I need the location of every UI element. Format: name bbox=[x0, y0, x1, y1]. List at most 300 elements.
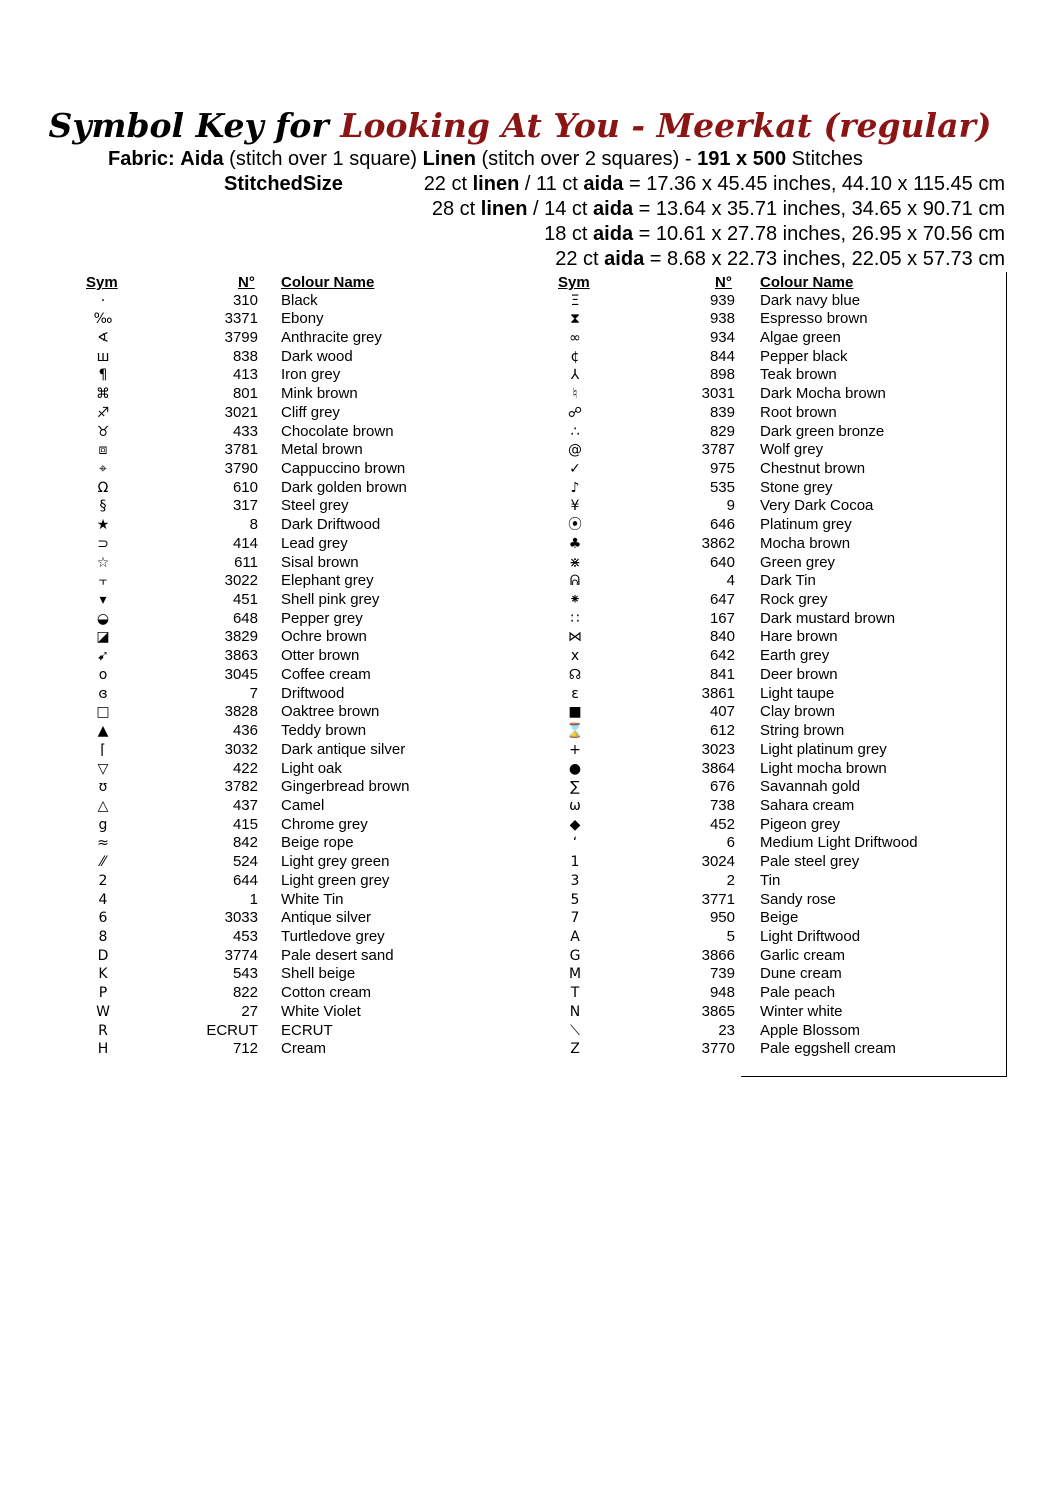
symbol-icon: ¢ bbox=[570, 348, 580, 365]
color-number: 3031 bbox=[701, 385, 735, 403]
colour-name: Coffee cream bbox=[281, 665, 371, 683]
colour-name: Metal brown bbox=[281, 441, 363, 459]
symbol-icon: ≈ bbox=[97, 835, 109, 852]
colour-name: Platinum grey bbox=[760, 516, 852, 534]
color-number: 841 bbox=[709, 665, 735, 683]
color-number: 3828 bbox=[224, 703, 258, 721]
colour-name: Very Dark Cocoa bbox=[760, 497, 874, 515]
colour-name: Medium Light Driftwood bbox=[760, 834, 918, 852]
table-row bbox=[0, 516, 1060, 535]
symbol-icon: D bbox=[97, 947, 109, 964]
color-number: 415 bbox=[232, 815, 258, 833]
symbol-icon: ⊃ bbox=[97, 535, 109, 552]
color-number: 839 bbox=[709, 403, 735, 421]
size-value: = 17.36 x 45.45 inches, 44.10 x 115.45 cm bbox=[629, 173, 1005, 195]
colour-name: Dark navy blue bbox=[760, 291, 861, 309]
table-row bbox=[0, 965, 1060, 984]
colour-name: Pale steel grey bbox=[760, 853, 860, 871]
size-value: = 13.64 x 35.71 inches, 34.65 x 90.71 cm bbox=[638, 198, 1005, 220]
color-number: 1 bbox=[249, 890, 258, 908]
color-number: 838 bbox=[232, 347, 258, 365]
symbol-icon: ◒ bbox=[96, 610, 110, 627]
color-number: 4 bbox=[726, 572, 735, 590]
symbol-icon: ⁄⁄ bbox=[100, 854, 106, 871]
size-ct: 28 ct bbox=[431, 198, 476, 220]
color-number: 3045 bbox=[224, 665, 258, 683]
color-number: 610 bbox=[232, 478, 258, 496]
color-number: 829 bbox=[709, 422, 735, 440]
table-row bbox=[0, 909, 1060, 928]
symbol-icon: ɞ bbox=[98, 685, 108, 702]
table-row bbox=[0, 404, 1060, 423]
title-prefix: Symbol Key for bbox=[48, 106, 329, 145]
header-num-right: N° bbox=[715, 274, 732, 291]
color-number: 7 bbox=[249, 684, 258, 702]
colour-name: Sandy rose bbox=[760, 890, 836, 908]
colour-name: Lead grey bbox=[281, 534, 348, 552]
color-number: 5 bbox=[726, 927, 735, 945]
symbol-icon: ⅄ bbox=[570, 367, 580, 384]
color-number: 3782 bbox=[224, 778, 258, 796]
colour-name: String brown bbox=[760, 722, 845, 740]
color-number: ECRUT bbox=[206, 1021, 258, 1039]
colour-name: Cliff grey bbox=[281, 403, 340, 421]
colour-name: Pale eggshell cream bbox=[760, 1040, 896, 1058]
colour-name: Mink brown bbox=[281, 385, 358, 403]
color-number: 310 bbox=[232, 291, 258, 309]
color-number: 801 bbox=[232, 385, 258, 403]
colour-name: Light taupe bbox=[760, 684, 835, 702]
symbol-icon: G bbox=[569, 947, 581, 964]
symbol-icon: ∷ bbox=[570, 610, 580, 627]
color-number: 640 bbox=[709, 553, 735, 571]
table-row bbox=[0, 441, 1060, 460]
color-number: 3032 bbox=[224, 740, 258, 758]
symbol-icon: ◆ bbox=[569, 816, 581, 833]
symbol-icon: △ bbox=[97, 797, 109, 814]
color-number: 3021 bbox=[224, 403, 258, 421]
color-number: 3781 bbox=[224, 441, 258, 459]
symbol-icon: ⁕ bbox=[569, 592, 581, 609]
colour-name: Hare brown bbox=[760, 628, 838, 646]
symbol-icon: ⧗ bbox=[570, 311, 580, 328]
colour-name: Mocha brown bbox=[760, 534, 851, 552]
colour-name: Green grey bbox=[760, 553, 836, 571]
colour-name: Pale peach bbox=[760, 984, 836, 1002]
table-row bbox=[0, 366, 1060, 385]
colour-name: Beige rope bbox=[281, 834, 354, 852]
header-sym-left: Sym bbox=[86, 274, 118, 291]
symbol-icon: H bbox=[97, 1041, 109, 1058]
colour-name: Otter brown bbox=[281, 647, 360, 665]
colour-name: Apple Blossom bbox=[760, 1021, 861, 1039]
fabric-label: Fabric: bbox=[108, 148, 175, 170]
colour-name: Gingerbread brown bbox=[281, 778, 410, 796]
colour-name: Elephant grey bbox=[281, 572, 374, 590]
table-row bbox=[0, 853, 1060, 872]
table-row bbox=[0, 834, 1060, 853]
symbol-icon: · bbox=[100, 292, 106, 309]
fabric-stitches: Stitches bbox=[791, 148, 863, 170]
size-value: = 10.61 x 27.78 inches, 26.95 x 70.56 cm bbox=[638, 223, 1005, 245]
color-number: 975 bbox=[709, 459, 735, 477]
table-border-right bbox=[1006, 272, 1007, 1076]
table-row bbox=[0, 385, 1060, 404]
table-row bbox=[0, 647, 1060, 666]
color-number: 9 bbox=[726, 497, 735, 515]
symbol-icon: 8 bbox=[98, 928, 108, 945]
symbol-icon: ⌖ bbox=[99, 460, 107, 477]
color-number: 167 bbox=[709, 609, 735, 627]
color-number: 738 bbox=[709, 796, 735, 814]
colour-name: Garlic cream bbox=[760, 946, 846, 964]
table-row bbox=[0, 610, 1060, 629]
size-aida: aida bbox=[583, 173, 624, 195]
colour-name: Pigeon grey bbox=[760, 815, 841, 833]
colour-name: Cream bbox=[281, 1040, 327, 1058]
colour-name: Light green grey bbox=[281, 871, 390, 889]
symbol-icon: ➹ bbox=[97, 648, 109, 665]
size-value: = 8.68 x 22.73 inches, 22.05 x 57.73 cm bbox=[649, 248, 1005, 270]
table-row bbox=[0, 816, 1060, 835]
symbol-icon: ʻ bbox=[572, 835, 578, 852]
colour-name: Light mocha brown bbox=[760, 759, 887, 777]
symbol-icon: ε bbox=[571, 685, 579, 702]
symbol-icon: o bbox=[98, 666, 108, 683]
table-row bbox=[0, 872, 1060, 891]
colour-name: Dark mustard brown bbox=[760, 609, 896, 627]
colour-name: Pepper grey bbox=[281, 609, 363, 627]
fabric-dims: 191 x 500 bbox=[697, 148, 787, 170]
color-number: 612 bbox=[709, 722, 735, 740]
color-number: 3033 bbox=[224, 909, 258, 927]
color-number: 844 bbox=[709, 347, 735, 365]
color-number: 535 bbox=[709, 478, 735, 496]
table-row bbox=[0, 554, 1060, 573]
color-number: 712 bbox=[232, 1040, 258, 1058]
colour-name: Algae green bbox=[760, 328, 841, 346]
colour-name: Oaktree brown bbox=[281, 703, 380, 721]
color-number: 938 bbox=[709, 310, 735, 328]
colour-name: White Tin bbox=[281, 890, 344, 908]
header-name-left: Colour Name bbox=[281, 274, 375, 291]
color-number: 433 bbox=[232, 422, 258, 440]
color-number: 939 bbox=[709, 291, 735, 309]
stitched-size-line bbox=[432, 197, 1005, 221]
color-number: 822 bbox=[232, 984, 258, 1002]
colour-name: ECRUT bbox=[281, 1021, 333, 1039]
colour-name: Stone grey bbox=[760, 478, 833, 496]
color-number: 934 bbox=[709, 328, 735, 346]
color-number: 648 bbox=[232, 609, 258, 627]
color-number: 407 bbox=[709, 703, 735, 721]
fabric-line bbox=[108, 147, 863, 171]
symbol-icon: ⦿ bbox=[568, 517, 582, 534]
table-row bbox=[0, 741, 1060, 760]
fabric-linen-note: (stitch over 2 squares) - bbox=[481, 148, 692, 170]
page-title bbox=[0, 104, 1040, 148]
symbol-icon: ⧈ bbox=[98, 442, 108, 459]
color-number: 451 bbox=[232, 591, 258, 609]
colour-name: Black bbox=[281, 291, 318, 309]
symbol-icon: ☊ bbox=[568, 666, 582, 683]
symbol-icon: ш bbox=[96, 348, 110, 365]
colour-name: Shell beige bbox=[281, 965, 356, 983]
fabric-aida: Aida bbox=[180, 148, 224, 170]
symbol-icon: ∑ bbox=[570, 779, 580, 796]
colour-name: Dark Mocha brown bbox=[760, 385, 886, 403]
table-row bbox=[0, 703, 1060, 722]
color-number: 3829 bbox=[224, 628, 258, 646]
colour-name: Anthracite grey bbox=[281, 328, 382, 346]
color-number: 3865 bbox=[701, 1002, 735, 1020]
symbol-icon: x bbox=[570, 648, 580, 665]
color-number: 898 bbox=[709, 366, 735, 384]
symbol-icon: M bbox=[568, 966, 582, 983]
symbol-icon: 7 bbox=[570, 910, 580, 927]
fabric-linen: Linen bbox=[422, 148, 476, 170]
header-sym-right: Sym bbox=[558, 274, 590, 291]
colour-name: Light platinum grey bbox=[760, 740, 887, 758]
colour-name: Cappuccino brown bbox=[281, 459, 406, 477]
size-aida: aida bbox=[593, 223, 634, 245]
color-number: 414 bbox=[232, 534, 258, 552]
table-row bbox=[0, 497, 1060, 516]
symbol-icon: ★ bbox=[96, 517, 110, 534]
header-name-right: Colour Name bbox=[760, 274, 854, 291]
colour-name: Savannah gold bbox=[760, 778, 861, 796]
color-number: 3790 bbox=[224, 459, 258, 477]
color-number: 3770 bbox=[701, 1040, 735, 1058]
symbol-icon: ∞ bbox=[569, 329, 581, 346]
colour-name: Driftwood bbox=[281, 684, 345, 702]
symbol-icon: ♪ bbox=[570, 479, 580, 496]
symbol-icon: ⌈ bbox=[100, 741, 106, 758]
colour-name: Pepper black bbox=[760, 347, 848, 365]
symbol-icon: ⟍ bbox=[570, 1022, 580, 1039]
color-number: 3023 bbox=[701, 740, 735, 758]
symbol-icon: 4 bbox=[98, 891, 108, 908]
table-row bbox=[0, 348, 1060, 367]
colour-name: Teddy brown bbox=[281, 722, 367, 740]
symbol-icon: 2 bbox=[98, 872, 108, 889]
table-row bbox=[0, 460, 1060, 479]
symbol-icon: ¥ bbox=[570, 498, 580, 515]
colour-name: Light Driftwood bbox=[760, 927, 861, 945]
size-linen: linen bbox=[472, 173, 520, 195]
symbol-icon: ▽ bbox=[97, 760, 109, 777]
size-sep: / 14 ct bbox=[533, 198, 588, 220]
size-aida: aida bbox=[593, 198, 634, 220]
colour-name: Antique silver bbox=[281, 909, 372, 927]
color-number: 6 bbox=[726, 834, 735, 852]
stitched-size-line bbox=[544, 222, 1005, 246]
colour-name: Dark green bronze bbox=[760, 422, 885, 440]
table-row bbox=[0, 947, 1060, 966]
table-row bbox=[0, 778, 1060, 797]
table-row bbox=[0, 1022, 1060, 1041]
color-number: 646 bbox=[709, 516, 735, 534]
symbol-icon: ▾ bbox=[99, 592, 107, 609]
color-number: 3864 bbox=[701, 759, 735, 777]
symbol-icon: T bbox=[570, 985, 580, 1002]
symbol-icon: § bbox=[99, 498, 107, 515]
color-number: 3863 bbox=[224, 647, 258, 665]
table-row bbox=[0, 984, 1060, 1003]
symbol-icon: ◪ bbox=[96, 629, 110, 646]
color-number: 642 bbox=[709, 647, 735, 665]
color-number: 739 bbox=[709, 965, 735, 983]
table-row bbox=[0, 591, 1060, 610]
color-number: 23 bbox=[718, 1021, 735, 1039]
color-number: 842 bbox=[232, 834, 258, 852]
color-number: 413 bbox=[232, 366, 258, 384]
table-row bbox=[0, 535, 1060, 554]
color-number: 950 bbox=[709, 909, 735, 927]
symbol-icon: 5 bbox=[570, 891, 580, 908]
stitched-size-line bbox=[424, 172, 1005, 196]
colour-name: Rock grey bbox=[760, 591, 828, 609]
symbol-icon: ω bbox=[569, 797, 581, 814]
size-aida: aida bbox=[604, 248, 645, 270]
colour-name: Dark Tin bbox=[760, 572, 816, 590]
color-number: 3774 bbox=[224, 946, 258, 964]
color-number: 436 bbox=[232, 722, 258, 740]
color-number: 3771 bbox=[701, 890, 735, 908]
table-row bbox=[0, 1003, 1060, 1022]
symbol-icon: ♣ bbox=[568, 535, 582, 552]
symbol-icon: 6 bbox=[98, 910, 108, 927]
colour-name: Beige bbox=[760, 909, 799, 927]
colour-name: Dune cream bbox=[760, 965, 842, 983]
size-sep: / 11 ct bbox=[524, 173, 578, 195]
colour-name: Iron grey bbox=[281, 366, 341, 384]
symbol-icon: g bbox=[98, 816, 108, 833]
color-number: 422 bbox=[232, 759, 258, 777]
size-ct: 18 ct bbox=[544, 223, 588, 245]
color-number: 3022 bbox=[224, 572, 258, 590]
stitched-size-label: StitchedSize bbox=[224, 173, 343, 195]
table-row bbox=[0, 797, 1060, 816]
table-row bbox=[0, 1040, 1060, 1059]
color-number: 317 bbox=[232, 497, 258, 515]
table-row bbox=[0, 891, 1060, 910]
symbol-icon: ■ bbox=[568, 704, 582, 721]
symbol-icon: R bbox=[98, 1022, 108, 1039]
symbol-icon: ♐ bbox=[96, 404, 110, 421]
symbol-icon: + bbox=[569, 741, 581, 758]
colour-name: Turtledove grey bbox=[281, 927, 385, 945]
size-ct: 22 ct bbox=[555, 248, 599, 270]
colour-name: Tin bbox=[760, 871, 781, 889]
symbol-icon: K bbox=[98, 966, 108, 983]
symbol-icon: N bbox=[569, 1003, 581, 1020]
color-number: 524 bbox=[232, 853, 258, 871]
colour-name: Light oak bbox=[281, 759, 342, 777]
symbol-icon: Z bbox=[570, 1041, 580, 1058]
size-linen: linen bbox=[480, 198, 528, 220]
symbol-icon: Ξ bbox=[570, 292, 580, 309]
symbol-icon: ∢ bbox=[97, 329, 109, 346]
colour-name: Chocolate brown bbox=[281, 422, 394, 440]
symbol-icon: ▲ bbox=[97, 723, 109, 740]
symbol-icon: ☍ bbox=[567, 404, 583, 421]
symbol-icon: ⌛ bbox=[566, 723, 584, 740]
color-number: 437 bbox=[232, 796, 258, 814]
colour-name: Cotton cream bbox=[281, 984, 372, 1002]
color-number: 644 bbox=[232, 871, 258, 889]
color-number: 3866 bbox=[701, 946, 735, 964]
symbol-icon: @ bbox=[568, 442, 582, 459]
color-number: 3024 bbox=[701, 853, 735, 871]
colour-name: Dark antique silver bbox=[281, 740, 406, 758]
colour-name: Chrome grey bbox=[281, 815, 368, 833]
symbol-icon: ⌘ bbox=[96, 386, 110, 403]
table-row bbox=[0, 423, 1060, 442]
table-row bbox=[0, 310, 1060, 329]
color-number: 27 bbox=[241, 1002, 258, 1020]
colour-name: Clay brown bbox=[760, 703, 836, 721]
table-row bbox=[0, 722, 1060, 741]
symbol-icon: ⋇ bbox=[569, 554, 581, 571]
symbol-icon: ♉ bbox=[96, 423, 110, 440]
table-row bbox=[0, 628, 1060, 647]
colour-name: Earth grey bbox=[760, 647, 830, 665]
colour-name: Ebony bbox=[281, 310, 324, 328]
symbol-icon: 1 bbox=[570, 854, 580, 871]
colour-name: Shell pink grey bbox=[281, 591, 380, 609]
table-row bbox=[0, 928, 1060, 947]
fabric-aida-note: (stitch over 1 square) bbox=[229, 148, 418, 170]
symbol-icon: ∴ bbox=[570, 423, 580, 440]
color-number: 3787 bbox=[701, 441, 735, 459]
colour-name: Root brown bbox=[760, 403, 837, 421]
header-num-left: N° bbox=[238, 274, 255, 291]
color-number: 948 bbox=[709, 984, 735, 1002]
size-ct: 22 ct bbox=[423, 173, 468, 195]
table-row bbox=[0, 760, 1060, 779]
color-number: 3799 bbox=[224, 328, 258, 346]
symbol-icon: □ bbox=[96, 704, 110, 721]
color-number: 452 bbox=[709, 815, 735, 833]
symbol-icon: Ω bbox=[97, 479, 109, 496]
table-row bbox=[0, 666, 1060, 685]
colour-name: White Violet bbox=[281, 1002, 361, 1020]
symbol-icon: 3 bbox=[570, 872, 580, 889]
color-number: 543 bbox=[232, 965, 258, 983]
color-number: 2 bbox=[726, 871, 735, 889]
symbol-icon: ʊ bbox=[98, 779, 108, 796]
colour-name: Chestnut brown bbox=[760, 459, 866, 477]
colour-name: Deer brown bbox=[760, 665, 838, 683]
colour-name: Camel bbox=[281, 796, 325, 814]
colour-name: Dark Driftwood bbox=[281, 516, 381, 534]
colour-name: Dark golden brown bbox=[281, 478, 407, 496]
symbol-icon: ¶ bbox=[98, 367, 108, 384]
colour-name: Espresso brown bbox=[760, 310, 868, 328]
color-number: 840 bbox=[709, 628, 735, 646]
colour-name: Teak brown bbox=[760, 366, 837, 384]
table-row bbox=[0, 572, 1060, 591]
symbol-icon: A bbox=[570, 928, 580, 945]
colour-name: Dark wood bbox=[281, 347, 353, 365]
pattern-name: Looking At You - Meerkat (regular) bbox=[340, 106, 992, 145]
symbol-icon: ☆ bbox=[96, 554, 110, 571]
symbol-icon: ● bbox=[568, 760, 582, 777]
colour-name: Ochre brown bbox=[281, 628, 367, 646]
color-number: 8 bbox=[249, 516, 258, 534]
color-number: 453 bbox=[232, 927, 258, 945]
